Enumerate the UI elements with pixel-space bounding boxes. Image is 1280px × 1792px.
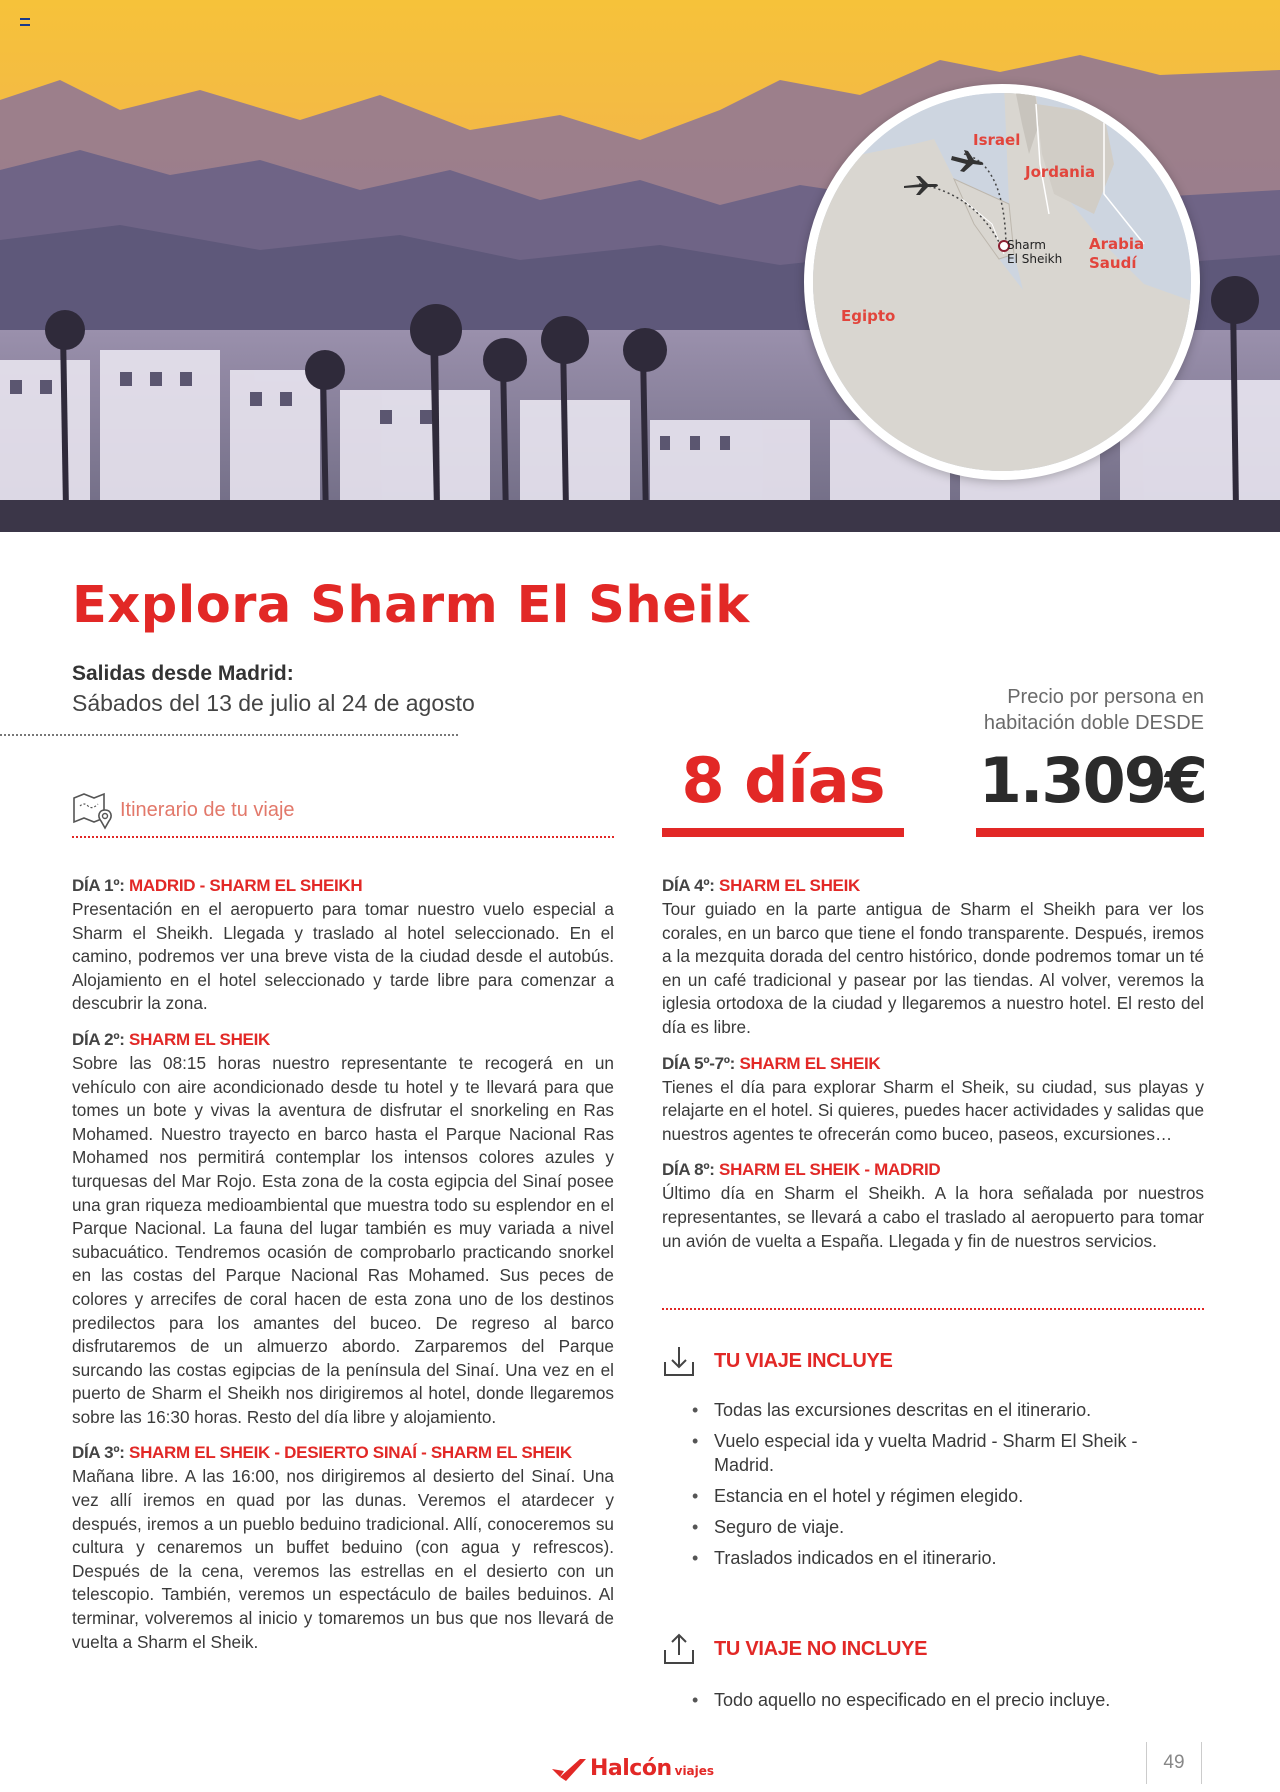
duration-underline: [662, 828, 904, 837]
day-route: SHARM EL SHEIK - MADRID: [719, 1160, 941, 1180]
day-label: DÍA 5º-7º:: [662, 1053, 740, 1073]
day-label: DÍA 2º:: [72, 1029, 130, 1049]
excludes-heading-text: TU VIAJE NO INCLUYE: [714, 1637, 928, 1660]
excludes-heading: [662, 1632, 927, 1666]
list-item: • Seguro de viaje.: [690, 1515, 1190, 1539]
day-title: [72, 1443, 614, 1463]
price-note-line: habitación doble DESDE: [983, 712, 1204, 734]
map-city-el-sheikh: El Sheikh: [1007, 252, 1063, 266]
divider: [0, 734, 458, 736]
day-route: MADRID - SHARM EL SHEIKH: [129, 876, 363, 895]
brand-name: Halcón: [590, 1756, 672, 1781]
list-item: • Estancia en el hotel y régimen elegido.: [690, 1484, 1190, 1508]
menu-icon[interactable]: [20, 18, 30, 26]
day-title: [72, 876, 614, 896]
itinerary-day: [662, 1160, 1204, 1253]
map-label-egipto: Egipto: [841, 307, 896, 325]
list-item: • Traslados indicados en el itinerario.: [690, 1546, 1190, 1570]
trip-price: 1.309€: [978, 744, 1206, 817]
page-title: Explora Sharm El Sheik: [72, 576, 750, 635]
map-label-israel: Israel: [973, 131, 1021, 149]
map-label-jordania: Jordania: [1025, 163, 1096, 181]
upload-icon: [662, 1632, 696, 1666]
day-text: Mañana libre. A las 16:00, nos dirigiremos al desierto del Sinaí. Una vez allí iremos en quad por las dunas. Veremos el atardecer y después, iremos a un pueblo beduino tradicional. Allí, conoceremos su cultura y cenaremos un buffet beduino (con agua y refrescos). Después de la cena, veremos las estrellas en el desierto con un telescopio. También, veremos un espectáculo de bailes beduinos. Al terminar, volveremos al inicio y tomaremos un bus que nos llevará de vuelta a Sharm el Sheik.: [72, 1466, 614, 1652]
day-text: Tienes el día para explorar Sharm el Sheik, su ciudad, sus playas y relajarte en el hotel. Si quieres, puedes hacer actividades y salidas que nuestros agentes te ofrecerán como buceo, paseos, excursiones…: [662, 1076, 1204, 1144]
includes-heading-text: TU VIAJE INCLUYE: [714, 1349, 893, 1372]
itinerary-column-left: [72, 876, 614, 1668]
day-title: [662, 876, 1204, 896]
itinerary-day: [72, 1030, 614, 1430]
departures-label: Salidas desde Madrid:: [72, 662, 294, 685]
itinerary-divider: [72, 836, 614, 838]
map-pin-icon: [72, 790, 116, 830]
price-note-line: Precio por persona en: [1007, 686, 1204, 708]
halcon-logo-icon: [550, 1757, 590, 1781]
price-note: [940, 684, 1204, 736]
page-number: 49: [1146, 1742, 1202, 1784]
day-title: [72, 1030, 614, 1050]
itinerary-day: [662, 876, 1204, 1040]
trip-duration: 8 días: [681, 744, 885, 817]
day-title: [662, 1160, 1204, 1180]
day-label: DÍA 1º:: [72, 876, 130, 895]
includes-heading: [662, 1344, 893, 1378]
day-text: Último día en Sharm el Sheikh. A la hora señalada por nuestros representantes, se llevará a cabo el traslado al aeropuerto para tomar un avión de vuelta a España. Llegada y fin de nuestros servicios.: [662, 1183, 1204, 1251]
day-label: DÍA 3º:: [72, 1443, 130, 1463]
day-text: Presentación en el aeropuerto para tomar nuestro vuelo especial a Sharm el Sheikh. Llegada y traslado al hotel seleccionado. En el camino, podremos ver una breve vista de la ciudad desde el autobús. Alojamiento en el hotel seleccionado y tarde libre para comenzar a descubrir la zona.: [72, 899, 614, 1014]
day-route: SHARM EL SHEIK: [719, 876, 860, 895]
map-city-sharm: Sharm: [1007, 238, 1046, 252]
list-item: • Todo aquello no especificado en el precio incluye.: [690, 1688, 1190, 1712]
route-map: [804, 84, 1200, 480]
day-text: Tour guiado en la parte antigua de Sharm el Sheikh para ver los corales, en un barco que tiene el fondo transparente. Después, iremos a la mezquita dorada del centro histórico, donde podremos tomar un té en un café tradicional y pasear por las tiendas. Al volver, veremos la iglesia ortodoxa de la ciudad y llegaremos a nuestro hotel. El resto del día es libre.: [662, 899, 1204, 1037]
day-route: SHARM EL SHEIK: [739, 1053, 881, 1073]
day-text: Sobre las 08:15 horas nuestro representante te recogerá en un vehículo con aire acondicionado desde tu hotel y te llevará para que tomes un bote y vivas la aventura de disfrutar el snorkeling en Ras Mohamed. Nuestro trayecto en barco hasta el Parque Nacional Ras Mohamed nos permitirá contemplar los intensos colores azules y turquesas del Mar Rojo. Esta zona de la costa egipcia del Sinaí posee una gran riqueza medioambiental que muestra todo su esplendor en el Parque Nacional. La fauna del lugar también es muy variada a nivel subacuático. Tendremos ocasión de comprobarlo practicando snorkel en las costas del Parque Nacional Ras Mohamed. Sus peces de colores y arrecifes de coral hacen de esta zona uno de los destinos predilectos para los amantes del buceo. De regreso al barco disfrutaremos de un almuerzo abordo. Zarparemos del Parque surcando las costas egipcias de la península del Sinaí. Una vez en el puerto de Sharm el Sheikh nos dirigiremos al hotel, donde llegaremos sobre las 16:30 horas. Resto del día libre y alojamiento.: [72, 1052, 614, 1427]
list-item: • Todas las excursiones descritas en el itinerario.: [690, 1398, 1190, 1422]
map-label-arabia: Arabia: [1089, 235, 1145, 253]
itinerary-day: [72, 1443, 614, 1654]
map-label-saudi: Saudí: [1089, 254, 1137, 272]
download-icon: [662, 1344, 696, 1378]
day-route: SHARM EL SHEIK - DESIERTO SINAÍ - SHARM EL SHEIK: [129, 1443, 572, 1463]
includes-divider: [662, 1308, 1204, 1310]
list-item: • Vuelo especial ida y vuelta Madrid - Sharm El Sheik - Madrid.: [690, 1429, 1190, 1477]
day-route: SHARM EL SHEIK: [129, 1029, 270, 1049]
includes-list: [690, 1398, 1190, 1577]
day-label: DÍA 8º:: [662, 1160, 720, 1180]
excludes-list: [690, 1688, 1190, 1719]
day-title: [662, 1054, 1204, 1074]
itinerary-column-right: [662, 876, 1204, 1267]
itinerary-day: [72, 876, 614, 1016]
price-underline: [976, 828, 1204, 837]
itinerary-heading: [72, 790, 295, 830]
brand-logo: [550, 1756, 714, 1781]
day-label: DÍA 4º:: [662, 876, 720, 895]
departures-dates: Sábados del 13 de julio al 24 de agosto: [72, 690, 475, 716]
itinerary-day: [662, 1054, 1204, 1147]
itinerary-heading-text: Itinerario de tu viaje: [120, 798, 295, 821]
hero-photo: [0, 0, 1280, 532]
brand-sub: viajes: [674, 1764, 715, 1778]
